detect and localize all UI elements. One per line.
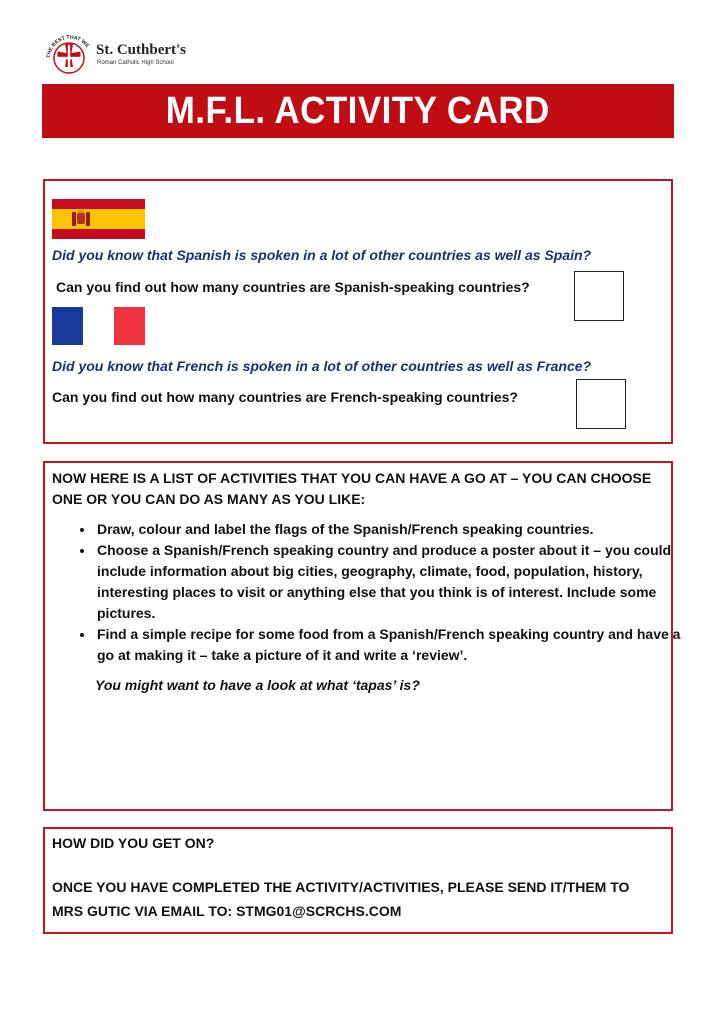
french-did-you-know: Did you know that French is spoken in a lot of other countries as well as France?	[52, 358, 592, 374]
school-name: St. Cuthbert's	[96, 42, 187, 58]
submission-instructions: ONCE YOU HAVE COMPLETED THE ACTIVITY/ACTIVITIES, PLEASE SEND IT/THEM TO MRS GUTIC VIA EMAIL TO: STMG01@SCRCHS.COM	[52, 879, 630, 919]
school-subtitle: Roman Catholic High School	[97, 60, 174, 66]
school-crest-icon	[44, 30, 94, 76]
spanish-did-you-know: Did you know that Spanish is spoken in a lot of other countries as well as Spain?	[52, 247, 592, 263]
title-banner	[42, 84, 674, 138]
spanish-answer-box[interactable]	[574, 271, 624, 321]
list-item: • Draw, colour and label the flags of the Spanish/French speaking countries.	[95, 519, 685, 540]
france-flag-icon	[52, 307, 145, 345]
school-logo	[44, 30, 204, 76]
page-title: M.F.L. ACTIVITY CARD	[165, 89, 551, 132]
how-did-you-get-on-heading: HOW DID YOU GET ON?	[52, 835, 215, 851]
questions-box	[43, 179, 673, 444]
french-answer-box[interactable]	[576, 379, 626, 429]
tapas-tip: You might want to have a look at what ‘tapas’ is?	[95, 677, 420, 693]
activities-list	[75, 519, 685, 666]
activities-intro: NOW HERE IS A LIST OF ACTIVITIES THAT YOU CAN HAVE A GO AT – YOU CAN CHOOSE ONE OR YOU CAN DO AS MANY AS YOU LIKE:	[52, 470, 652, 507]
french-question: Can you find out how many countries are French-speaking countries?	[52, 389, 518, 405]
list-item: • Find a simple recipe for some food from a Spanish/French speaking country and have a go at making it – take a picture of it and write a ‘review’.	[95, 624, 685, 666]
spain-flag-icon	[52, 199, 145, 239]
spanish-question: Can you find out how many countries are Spanish-speaking countries?	[56, 279, 530, 295]
submission-box	[43, 827, 673, 934]
list-item: • Choose a Spanish/French speaking country and produce a poster about it – you could include information about big cities, geography, climate, food, population, history, interesting places to visit or anything else that you think is of interest. Include some pictures.	[95, 540, 685, 624]
school-motto: THE BEST THAT WE	[45, 34, 91, 59]
activities-box	[43, 461, 681, 811]
